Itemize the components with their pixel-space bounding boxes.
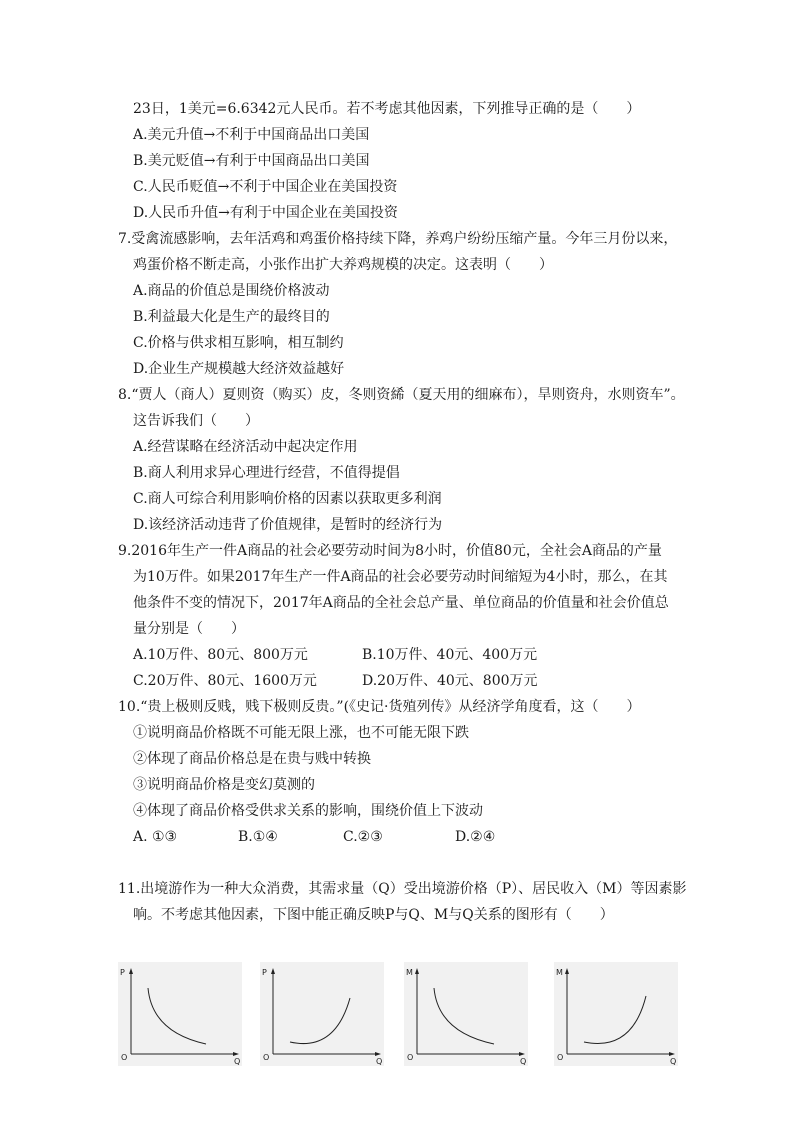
origin-label: O (263, 1053, 270, 1062)
x-axis-arrow-icon (669, 1052, 675, 1056)
q11-figure-2-graph (260, 962, 384, 1066)
x-axis-label: Q (670, 1057, 677, 1066)
q10-item-2: ②体现了商品价格总是在贵与贱中转换 (133, 751, 371, 767)
q8-option-b: B.商人利用求异心理进行经营，不值得提倡 (133, 465, 400, 481)
q8-stem-line1: 8.“贾人（商人）夏则资（购买）皮，冬则资絺（夏天用的细麻布），旱则资舟，水则资车”。 (118, 387, 685, 403)
demand-curve (148, 988, 206, 1044)
q10-option-a: A. ①③ (133, 829, 178, 845)
q11-figure-4-graph (554, 962, 678, 1066)
q7-option-a: A.商品的价值总是围绕价格波动 (133, 283, 330, 299)
q9-stem-line2: 为10万件。如果2017年生产一件A商品的社会必要劳动时间缩短为4小时，那么，在其 (133, 569, 668, 585)
q9-stem-line4: 量分别是（ ） (133, 621, 245, 637)
q6-option-a: A.美元升值→不利于中国商品出口美国 (133, 127, 370, 143)
y-axis-arrow-icon (129, 968, 133, 974)
q8-option-d: D.该经济活动违背了价值规律，是暂时的经济行为 (133, 517, 443, 533)
y-axis-arrow-icon (271, 968, 275, 974)
x-axis-label: Q (234, 1057, 241, 1066)
income-curve (434, 988, 494, 1044)
q11-stem-line1: 11.出境游作为一种大众消费，其需求量（Q）受出境游价格（P）、居民收入（M）等因素影 (118, 881, 687, 897)
q11-figure-1 (118, 962, 242, 1066)
q10-option-c: C.②③ (343, 829, 383, 845)
income-curve (584, 996, 646, 1044)
q11-figure-3 (404, 962, 528, 1066)
q9-option-d: D.20万件、40元、800万元 (362, 673, 538, 689)
q11-figure-3-graph (404, 962, 528, 1066)
y-axis-arrow-icon (415, 968, 419, 974)
q7-stem-line2: 鸡蛋价格不断走高，小张作出扩大养鸡规模的决定。这表明（ ） (133, 257, 553, 273)
q9-stem-line3: 他条件不变的情况下，2017年A商品的全社会总产量、单位商品的价值量和社会价值总 (133, 595, 669, 611)
supply-like-curve (290, 998, 350, 1044)
y-axis-arrow-icon (565, 968, 569, 974)
q7-option-c: C.价格与供求相互影响，相互制约 (133, 335, 344, 351)
y-axis-label: M (406, 968, 413, 977)
x-axis-arrow-icon (519, 1052, 525, 1056)
origin-label: O (557, 1053, 564, 1062)
q10-option-d: D.②④ (455, 829, 496, 845)
q9-option-c: C.20万件、80元、1600万元 (133, 673, 317, 689)
q11-stem-line2: 响。不考虑其他因素，下图中能正确反映P与Q、M与Q关系的图形有（ ） (133, 907, 614, 923)
q6-option-c: C.人民币贬值→不利于中国企业在美国投资 (133, 179, 398, 195)
q9-stem-line1: 9.2016年生产一件A商品的社会必要劳动时间为8小时，价值80元，全社会A商品的产量 (118, 543, 662, 559)
origin-label: O (407, 1053, 414, 1062)
x-axis-arrow-icon (233, 1052, 239, 1056)
q6-stem: 23日，1美元=6.6342元人民币。若不考虑其他因素，下列推导正确的是（ ） (133, 101, 641, 117)
y-axis-label: P (262, 968, 267, 977)
q9-option-b: B.10万件、40元、400万元 (362, 647, 538, 663)
q10-stem: 10.“贵上极则反贱，贱下极则反贵。”(《史记·货殖列传》从经济学角度看，这（ ） (118, 699, 641, 715)
q8-option-c: C.商人可综合利用影响价格的因素以获取更多利润 (133, 491, 442, 507)
q11-figure-2 (260, 962, 384, 1066)
q8-option-a: A.经营谋略在经济活动中起决定作用 (133, 439, 358, 455)
q8-stem-line2: 这告诉我们（ ） (133, 413, 259, 429)
q7-option-b: B.利益最大化是生产的最终目的 (133, 309, 330, 325)
q10-option-b: B.①④ (238, 829, 278, 845)
q10-item-1: ①说明商品价格既不可能无限上涨，也不可能无限下跌 (133, 725, 469, 741)
q6-option-d: D.人民币升值→有利于中国企业在美国投资 (133, 205, 398, 221)
x-axis-label: Q (376, 1057, 383, 1066)
q7-stem-line1: 7.受禽流感影响，去年活鸡和鸡蛋价格持续下降，养鸡户纷纷压缩产量。今年三月份以来， (118, 231, 678, 247)
q11-figure-4 (554, 962, 678, 1066)
origin-label: O (121, 1053, 128, 1062)
q10-item-4: ④体现了商品价格受供求关系的影响，围绕价值上下波动 (133, 803, 483, 819)
y-axis-label: P (120, 968, 125, 977)
q10-item-3: ③说明商品价格是变幻莫测的 (133, 777, 315, 793)
q6-option-b: B.美元贬值→有利于中国商品出口美国 (133, 153, 370, 169)
x-axis-arrow-icon (375, 1052, 381, 1056)
x-axis-label: Q (520, 1057, 527, 1066)
q11-figure-1-graph (118, 962, 242, 1066)
q9-option-a: A.10万件、80元、800万元 (133, 647, 308, 663)
q7-option-d: D.企业生产规模越大经济效益越好 (133, 361, 345, 377)
y-axis-label: M (556, 968, 563, 977)
